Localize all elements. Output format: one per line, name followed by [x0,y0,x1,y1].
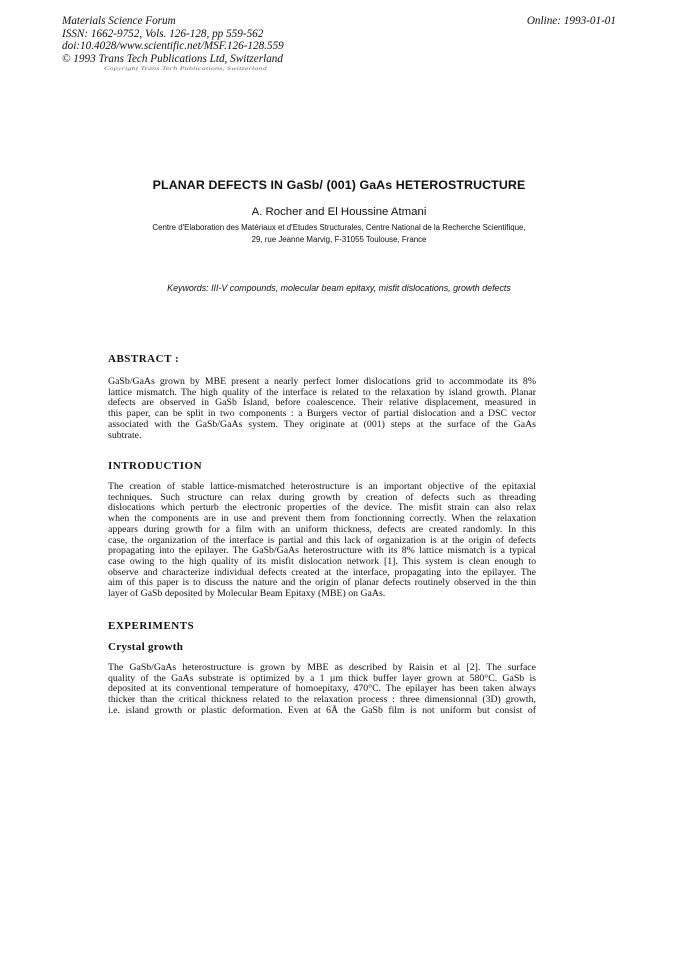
text-line: this paper, can be split in two components : a Burgers vector of partial dislocation and a DSC vector [108,408,536,420]
text-line: The GaSb/GaAs heterostructure is grown by MBE as described by Raisin et al [2]. The surface [108,662,536,673]
text-line: case owing to the high quality of its misfit dislocation network [1]. This system is clean enough to [108,555,536,567]
faint-copyright: Copyright Trans Tech Publications, Switzerland [104,66,267,72]
text-line: The creation of stable lattice-mismatched heterostructure is an important objective of the epitaxial [108,481,536,492]
introduction-heading: INTRODUCTION [108,460,203,472]
text-line: subtrate. [108,429,142,441]
text-line: techniques. Such structure can relax during growth by creation of defects such as threading [108,491,536,503]
text-line: GaSb/GaAs grown by MBE present a nearly perfect lomer dislocations grid to accommodate its 8% [108,376,536,387]
affiliation [0,222,678,246]
text-line: associated with the GaSb/GaAs system. They originate at (001) steps at the surface of the GaAs [108,418,536,430]
keywords: Keywords: III-V compounds, molecular beam epitaxy, misfit dislocations, growth defects [167,283,511,293]
text-line: lattice mismatch. The high quality of the interface is related to the relaxation by island growth. Planar [108,386,536,398]
doi-line: doi:10.4028/www.scientific.net/MSF.126-128.559 [62,40,284,53]
text-line: case, the organization of the interface is partial and this lack of organization is at the origin of defects [108,534,536,546]
experiments-heading: EXPERIMENTS [108,620,195,632]
abstract-body [108,377,536,441]
online-date: Online: 1993-01-01 [526,15,616,27]
text-line: deposited at its conventional temperature of homoepitaxy, 470°C. The epilayer has been taken always [108,683,536,695]
copyright-line: © 1993 Trans Tech Publications Ltd, Switzerland [62,52,283,65]
introduction-body [108,482,536,600]
publication-info [62,15,284,65]
text-line: aim of this paper is to discuss the nature and the origin of planar defects routinely observed in the thin [108,577,536,589]
text-line: layer of GaSb deposited by Molecular Beam Epitaxy (MBE) on GaAs. [108,588,386,600]
text-line: propagating into the epilayer. The GaSb/GaAs heterostructure with its 8% lattice mismatch is a typical [108,545,536,557]
text-line: defects are observed in GaSb Island, before coalescence. Their relative displacement, measured in [108,397,536,409]
text-line: dislocations which perturb the electronic properties of the device. The misfit strain can also relax [108,502,536,514]
text-line: when the components are in use and prevent them from fonctionning correctly. When the relaxation [108,513,536,525]
text-line: observe and characterize individual defects created at the interface, propagating into the epilayer. The [108,566,536,578]
experiments-body [108,663,536,717]
affiliation-line: Centre d'Elaboration des Matériaux et d'Etudes Structurales, Centre National de la Recherche Scientifique, [152,223,526,232]
text-line: thicker than the critical thickness related to the relaxation process : three dimensionnal (3D) growth, [108,694,536,706]
text-line: appears during growth for a film with an uniform thickness, defects are created randomly. In this [108,523,536,535]
issn-line: ISSN: 1662-9752, Vols. 126-128, pp 559-562 [62,27,264,40]
journal-name: Materials Science Forum [62,15,176,27]
paper-title: PLANAR DEFECTS IN GaSb/ (001) GaAs HETEROSTRUCTURE [152,178,526,192]
crystal-growth-subheading: Crystal growth [108,641,184,653]
abstract-heading: ABSTRACT : [108,353,180,365]
affiliation-line: 29, rue Jeanne Marvig, F-31055 Toulouse, France [251,235,427,244]
text-line: quality of the GaAs substrate is optimized by a 1 µm thick buffer layer grown at 580°C. GaSb is [108,672,536,684]
paper-authors: A. Rocher and El Houssine Atmani [251,206,427,218]
text-line: i.e. island growth or plastic deformation. Even at 6Å the GaSb film is not uniform but consist of [108,704,536,716]
